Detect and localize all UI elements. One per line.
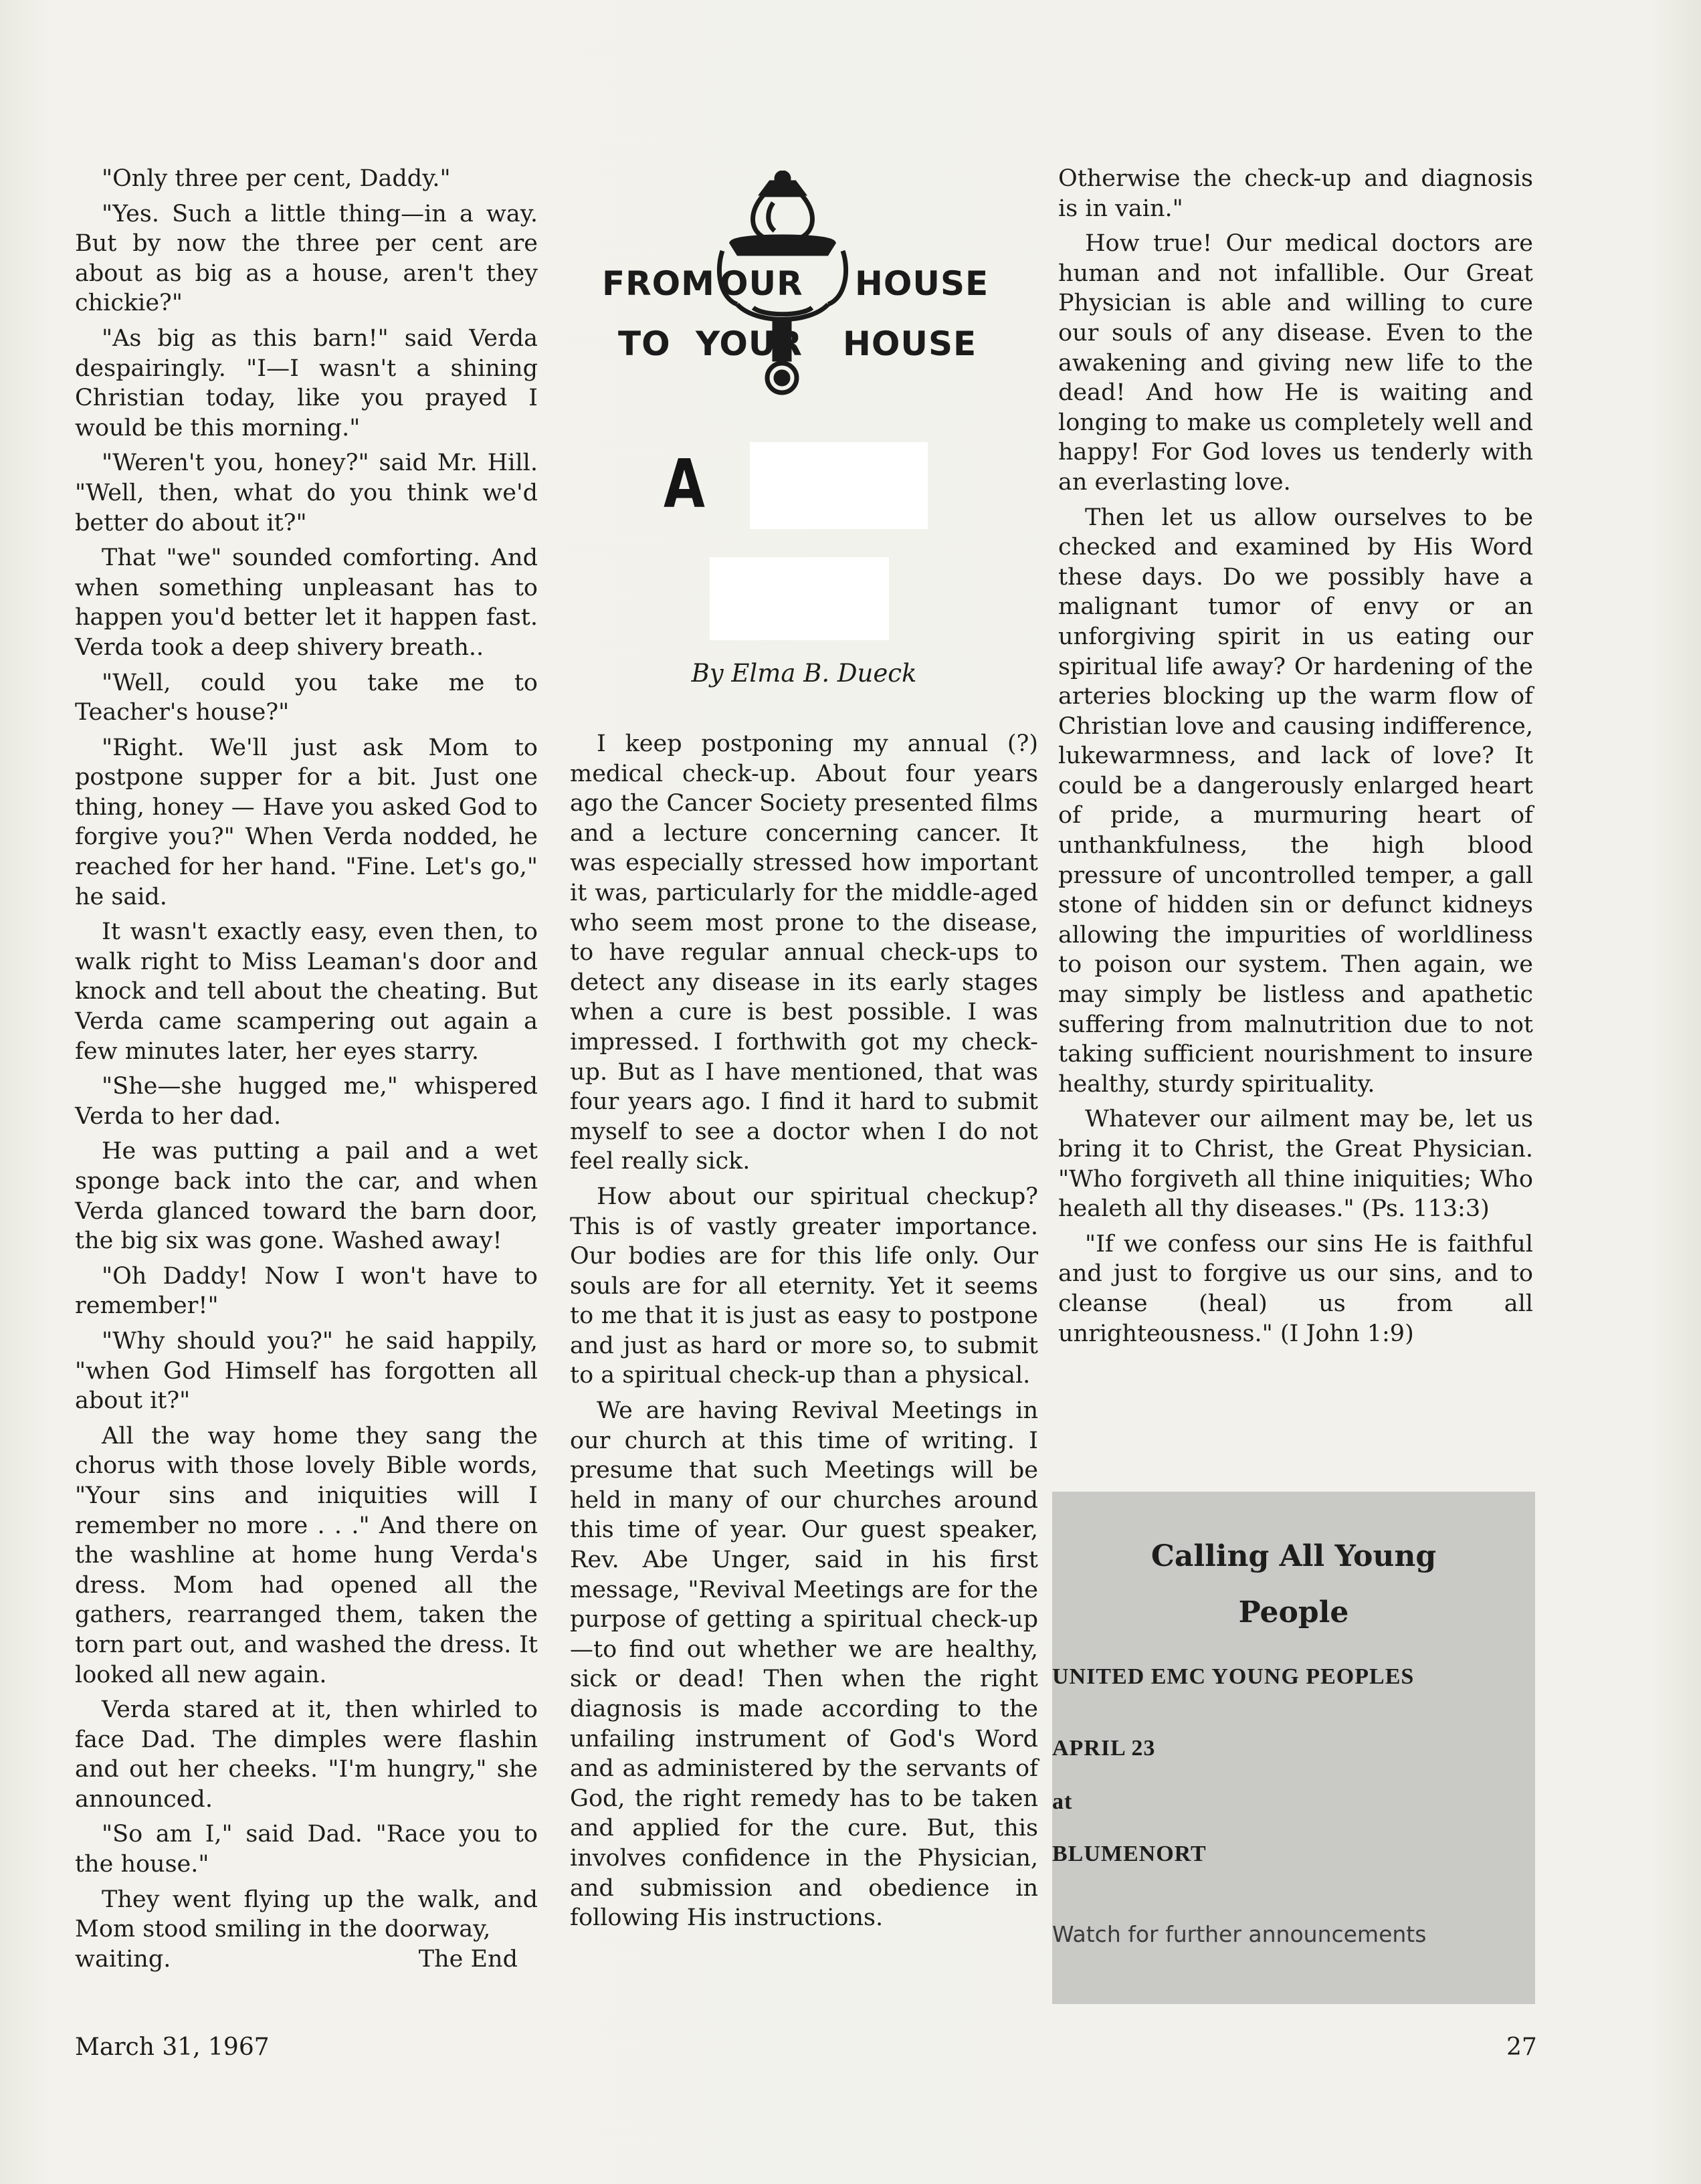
paragraph: "Oh Daddy! Now I won't have to remember!" xyxy=(75,1262,538,1320)
article-column xyxy=(1058,164,1533,1354)
paragraph: "Why should you?" he said happily, "when God Himself has forgotten all about it?" xyxy=(75,1327,538,1415)
masthead-word: HOUSE xyxy=(855,264,989,303)
article-title-letter: A xyxy=(664,445,705,523)
paragraph: We are having Revival Meetings in our church at this time of writing. I presume that such Meetings will be held in many of our churches around this time of year. Our guest speaker, Rev. Abe Unger, said in his first message, "Revival Meetings are for the purpose of getting a spiritual check-up—to find out whether we are healthy, sick or dead! Then when the right diagnosis is made according to the unfailing instrument of God's Word and as administered by the servants of God, the right remedy has to be taken and applied for the cure. But, this involves confidence in the Physician, and submission and obedience in following His instructions. xyxy=(570,1397,1038,1932)
redacted-title-block xyxy=(750,442,928,529)
paragraph: Verda stared at it, then whirled to face Dad. The dimples were flashin and out her cheeks. "I'm hungry," she announced. xyxy=(75,1696,538,1813)
masthead-word: TO xyxy=(618,324,671,363)
announcement-at: at xyxy=(1052,1789,1073,1814)
redacted-title-block xyxy=(710,557,889,640)
paragraph: It wasn't exactly easy, even then, to walk right to Miss Leaman's door and knock and tell about the cheating. But Verda came scampering out again a few minutes later, her eyes starry. xyxy=(75,918,538,1065)
story-column xyxy=(75,164,538,1974)
paragraph: "As big as this barn!" said Verda despairingly. "I—I wasn't a shining Christian today, like you prayed I would be this morning." xyxy=(75,324,538,441)
paragraph: That "we" sounded comforting. And when something unpleasant has to happen you'd better let it happen fast. Verda took a deep shivery breath.. xyxy=(75,544,538,661)
paragraph: "Right. We'll just ask Mom to postpone supper for a bit. Just one thing, honey — Have you asked God to forgive you?" When Verda nodded, he reached for her hand. "Fine. Let's go," he said. xyxy=(75,734,538,910)
masthead-word: FROM xyxy=(602,264,715,303)
paragraph: Otherwise the check-up and diagnosis is in vain." xyxy=(1058,165,1533,222)
paragraph: I keep postponing my annual (?) medical check-up. About four years ago the Cancer Society presented films and a lecture concerning cancer. It was especially stressed how important it was, particularly for the middle-aged who seem most prone to the disease, to have regular annual check-ups to detect any disease in its early stages when a cure is best possible. I was impressed. I forthwith got my check-up. But as I have mentioned, that was four years ago. I find it hard to submit myself to see a doctor when I do not feel really sick. xyxy=(570,730,1038,1175)
page-number: 27 xyxy=(1506,2033,1537,2061)
masthead-word: OUR xyxy=(720,264,803,303)
paragraph: "Only three per cent, Daddy." xyxy=(102,165,451,192)
paragraph: Whatever our ailment may be, let us bring it to Christ, the Great Physician. "Who forgiveth all thine iniquities; Who healeth all thy diseases." (Ps. 113:3) xyxy=(1058,1106,1533,1223)
issue-date: March 31, 1967 xyxy=(75,2033,270,2061)
from-our-house-masthead xyxy=(589,171,1003,425)
the-end-mark: The End xyxy=(418,1945,518,1973)
announcement-note: Watch for further announcements xyxy=(1052,1921,1427,1947)
announcement-place: BLUMENORT xyxy=(1052,1842,1207,1866)
byline: By Elma B. Dueck xyxy=(691,659,917,688)
paragraph: How about our spiritual checkup? This is of vastly greater importance. Our bodies are for this life only. Our souls are for all eternity. Yet it seems to me that it is just as easy to postpone and just as hard or more so, to submit to a spiritual check-up than a physical. xyxy=(570,1183,1038,1389)
paragraph: They went flying up the walk, and Mom stood smiling in the doorway, xyxy=(75,1886,538,1943)
paragraph: "If we confess our sins He is faithful and just to forgive us our sins, and to cleanse (heal) us from all unrighteousness." (I John 1:9) xyxy=(1058,1230,1533,1347)
paragraph: "Well, could you take me to Teacher's house?" xyxy=(75,669,538,726)
masthead-word: HOUSE xyxy=(843,324,977,363)
paragraph: "Weren't you, honey?" said Mr. Hill. "Well, then, what do you think we'd better do about it?" xyxy=(75,450,538,536)
announcement-title-line: Calling All Young xyxy=(1150,1539,1437,1573)
paragraph: All the way home they sang the chorus with those lovely Bible words, "Your sins and iniquities will I remember no more . . ." And there on the washline at home hung Verda's dress. Mom had opened all the gathers, rearranged them, taken the torn part out, and washed the dress. It looked all new again. xyxy=(75,1422,538,1688)
story-end-line xyxy=(75,1945,538,1975)
paragraph: "Yes. Such a little thing—in a way. But by now the three per cent are about as big as a house, aren't they chickie?" xyxy=(75,200,538,317)
paragraph: How true! Our medical doctors are human and not infallible. Our Great Physician is able and willing to cure our souls of any disease. Even to the awakening and giving new life to the dead! And how He is waiting and longing to make us completely well and happy! For God loves us tenderly with an everlasting love. xyxy=(1058,230,1533,496)
paragraph: "So am I," said Dad. "Race you to the house." xyxy=(75,1821,538,1878)
paragraph: "She—she hugged me," whispered Verda to her dad. xyxy=(75,1073,538,1130)
announcement-organization: UNITED EMC YOUNG PEOPLES xyxy=(1052,1664,1415,1689)
announcement-date: APRIL 23 xyxy=(1052,1736,1156,1761)
paragraph: Then let us allow ourselves to be checked and examined by His Word these days. Do we possibly have a malignant tumor of envy or an unforgiving spirit in us eating our spiritual life away? Or hardening of the arteries blocking up the warm flow of Christian love and causing indifference, lukewarmness, and lack of love? It could be a dangerously enlarged heart of pride, a murmuring heart of unthankfulness, the high blood pressure of uncontrolled temper, a gall stone of hidden sin or defunct kidneys allowing the impurities of worldliness to poison our system. Then again, we may simply be listless and apathetic suffering from malnutrition due to not taking sufficient nourishment to insure healthy, sturdy spirituality. xyxy=(1058,504,1533,1098)
announcement-title xyxy=(1052,1528,1535,1641)
last-word: waiting. xyxy=(75,1945,171,1973)
article-column xyxy=(570,729,1038,1939)
announcement-title-line: People xyxy=(1238,1595,1349,1629)
paragraph: He was putting a pail and a wet sponge back into the car, and when Verda glanced toward the barn door, the big six was gone. Washed away! xyxy=(75,1138,538,1255)
masthead-word: YOUR xyxy=(696,324,803,363)
